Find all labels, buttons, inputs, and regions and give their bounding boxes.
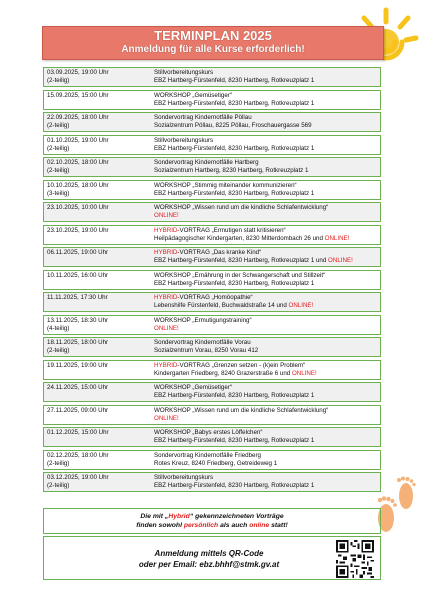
contact-text	[114, 548, 304, 570]
event-location	[154, 392, 380, 400]
event-location	[154, 370, 380, 378]
event-title: Sondervortrag Kindernotfälle Vorau	[154, 339, 251, 346]
event-date: 15.09.2025, 15:00 Uhr	[47, 91, 109, 99]
event-row	[43, 225, 381, 245]
event-location-text: EBZ Hartberg-Fürstenfeld, 8230 Hartberg, Rotkreuzplatz 1	[154, 189, 315, 197]
contact-box	[43, 536, 381, 580]
event-title-text: -VORTRAG „Grenzen setzen - (k)ein Problem“	[177, 361, 306, 369]
event-desc-cell	[152, 248, 380, 266]
event-row	[43, 292, 381, 312]
online-badge: ONLINE!	[328, 257, 353, 264]
event-row	[43, 472, 381, 492]
event-location-text: EBZ Hartberg-Fürstenfeld, 8230 Hartberg, Rotkreuzplatz 1	[154, 99, 315, 107]
event-title: WORKSHOP „Ermutigungstraining“	[154, 316, 252, 324]
online-badge: ONLINE!	[324, 234, 350, 242]
event-date-cell	[44, 361, 152, 379]
event-location	[154, 415, 380, 423]
event-desc-cell	[152, 203, 380, 221]
event-title: WORKSHOP „Babys erstes Löffelchen“	[154, 429, 263, 436]
event-parts: (2-teilig)	[47, 144, 70, 152]
event-location	[154, 280, 380, 288]
page-subtitle: Anmeldung für alle Kurse erforderlich!	[121, 44, 305, 55]
hybrid-tag: HYBRID	[154, 361, 178, 369]
event-location-text: Heilpädagogischer Kindergarten, 8230 Mitterdombach 26 und	[154, 234, 323, 242]
event-parts: (4-teilig)	[47, 324, 70, 332]
event-row	[43, 67, 381, 87]
event-location-text: EBZ Hartberg-Fürstenfeld, 8230 Hartberg, Rotkreuzplatz 1	[154, 482, 315, 489]
event-desc-cell	[152, 473, 380, 491]
hybrid-word: Hybrid	[168, 513, 190, 520]
event-title: Sondervortrag Kindernotfälle Hartberg	[154, 159, 259, 166]
event-desc-cell	[152, 226, 380, 244]
event-title: WORKSHOP „Stimmig miteinander kommunizieren“	[154, 181, 297, 189]
event-title: WORKSHOP „Wissen rund um die kindliche Schlafentwicklung“	[154, 406, 329, 414]
event-date: 11.11.2025, 17:30 Uhr	[47, 294, 108, 301]
event-row	[43, 270, 381, 290]
event-location	[154, 257, 380, 265]
page-title: TERMINPLAN 2025	[154, 28, 272, 43]
online-word: online	[249, 522, 270, 529]
event-date: 27.11.2025, 09:00 Uhr	[47, 406, 109, 414]
event-title: WORKSHOP „Ernährung in der Schwangerschaft und Stillzeit“	[154, 271, 326, 279]
event-date: 18.11.2025, 18:00 Uhr	[47, 339, 109, 346]
event-desc-cell	[152, 91, 380, 109]
event-title	[154, 362, 380, 370]
event-desc-cell	[152, 361, 380, 379]
event-location	[154, 437, 380, 445]
event-location	[154, 145, 380, 153]
event-date-cell	[44, 406, 152, 424]
event-title-text: -VORTRAG „Homöopathie“	[177, 294, 253, 301]
event-row	[43, 360, 381, 380]
event-location	[154, 235, 380, 243]
event-date: 22.09.2025, 18:00 Uhr	[47, 114, 109, 121]
event-date-cell	[44, 383, 152, 401]
event-row	[43, 337, 381, 357]
event-date: 01.10.2025, 19:00 Uhr	[47, 136, 109, 144]
event-location-text: EBZ Hartberg-Fürstenfeld, 8230 Hartberg, Rotkreuzplatz 1	[154, 437, 315, 444]
event-title: Stillvorbereitungskurs	[154, 136, 214, 144]
event-date-cell	[44, 473, 152, 491]
event-row	[43, 247, 381, 267]
title-banner	[42, 26, 384, 60]
event-date: 02.12.2025, 18:00 Uhr	[47, 451, 109, 459]
event-location-text: EBZ Hartberg-Fürstenfeld, 8230 Hartberg, Rotkreuzplatz 1	[154, 77, 315, 84]
event-row	[43, 157, 381, 177]
online-badge: ONLINE!	[288, 302, 314, 309]
event-date-cell	[44, 181, 152, 199]
event-parts: (2-teilig)	[47, 459, 70, 467]
event-desc-cell	[152, 316, 380, 334]
event-location	[154, 122, 380, 130]
event-title: Stillvorbereitungskurs	[154, 474, 214, 481]
event-desc-cell	[152, 113, 380, 131]
event-date-cell	[44, 203, 152, 221]
hybrid-note	[43, 508, 381, 534]
event-location	[154, 460, 380, 468]
event-desc-cell	[152, 338, 380, 356]
event-date: 10.11.2025, 16:00 Uhr	[47, 271, 109, 279]
event-parts: (2-teilig)	[47, 122, 70, 129]
event-date: 23.10.2025, 19:00 Uhr	[47, 226, 109, 234]
event-row	[43, 180, 381, 200]
event-title: WORKSHOP „Wissen rund um die kindliche Schlafentwicklung“	[154, 204, 329, 211]
event-date-cell	[44, 338, 152, 356]
event-parts: (3-teilig)	[47, 189, 70, 197]
online-badge: ONLINE!	[154, 414, 179, 422]
event-row	[43, 382, 381, 402]
event-row	[43, 315, 381, 335]
event-date-cell	[44, 316, 152, 334]
contact-line1: Anmeldung mittels QR-Code	[154, 549, 264, 558]
event-date-cell	[44, 158, 152, 176]
persoenlich-word: persönlich	[183, 522, 219, 529]
event-title-text: -VORTRAG „Ermutigen statt kritisieren“	[177, 226, 286, 234]
event-location-text: Sozialzentrum Pöllau, 8225 Pöllau, Froschauergasse 569	[154, 122, 312, 129]
event-location	[154, 212, 380, 220]
event-location	[154, 302, 380, 310]
event-desc-cell	[152, 383, 380, 401]
event-date-cell	[44, 226, 152, 244]
event-desc-cell	[152, 406, 380, 424]
hybrid-tag: HYBRID	[154, 249, 178, 256]
event-location	[154, 347, 380, 355]
event-location-text: Sozialzentrum Hartberg, 8230 Hartberg, Rotkreuzplatz 1	[154, 167, 309, 174]
online-badge: ONLINE!	[291, 369, 317, 377]
event-date-cell	[44, 113, 152, 131]
event-list	[43, 67, 381, 495]
event-date: 03.12.2025, 19:00 Uhr	[47, 474, 109, 481]
event-location	[154, 190, 380, 198]
event-date: 19.11.2025, 19:00 Uhr	[47, 361, 109, 369]
event-location-text: Sozialzentrum Vorau, 8250 Vorau 412	[154, 347, 259, 354]
hybrid-tag: HYBRID	[154, 226, 178, 234]
event-date-cell	[44, 136, 152, 154]
event-date-cell	[44, 91, 152, 109]
event-location	[154, 482, 380, 490]
event-row	[43, 427, 381, 447]
event-desc-cell	[152, 136, 380, 154]
event-desc-cell	[152, 181, 380, 199]
event-location-text: EBZ Hartberg-Fürstenfeld, 8230 Hartberg, Rotkreuzplatz 1	[154, 144, 315, 152]
event-date-cell	[44, 68, 152, 86]
event-desc-cell	[152, 271, 380, 289]
event-date-cell	[44, 271, 152, 289]
event-desc-cell	[152, 451, 380, 469]
qr-code-icon[interactable]	[336, 540, 374, 578]
event-date: 24.11.2025, 15:00 Uhr	[47, 384, 109, 391]
event-location-text: Kindergarten Friedberg, 8240 Grazerstraße 6 und	[154, 369, 291, 377]
event-date: 06.11.2025, 19:00 Uhr	[47, 249, 109, 256]
event-date-cell	[44, 293, 152, 311]
event-date: 02.10.2025, 18:00 Uhr	[47, 159, 109, 166]
event-parts: (2-teilig)	[47, 347, 70, 354]
event-title: Sondervortrag Kindernotfälle Friedberg	[154, 451, 261, 459]
event-location-text: EBZ Hartberg-Fürstenfeld, 8230 Hartberg, Rotkreuzplatz 1	[154, 392, 315, 399]
event-desc-cell	[152, 158, 380, 176]
event-location-text: Lebenshilfe Fürstenfeld, Buchwaldstraße 14 und	[154, 302, 287, 309]
hybrid-note-line1: Die mit „Hybrid“ gekennzeichneten Vorträge	[140, 513, 284, 520]
event-title-text: -VORTRAG „Das kranke Kind“	[177, 249, 262, 256]
online-badge: ONLINE!	[154, 324, 179, 332]
event-date: 13.11.2025, 18:30 Uhr	[47, 316, 109, 324]
event-date-cell	[44, 428, 152, 446]
event-date-cell	[44, 248, 152, 266]
event-title: WORKSHOP „Gemüsetiger“	[154, 384, 232, 391]
event-parts: (2-teilig)	[47, 77, 70, 84]
event-title: Stillvorbereitungskurs	[154, 69, 214, 76]
event-date: 10.10.2025, 18:00 Uhr	[47, 181, 109, 189]
event-location-text: Rotes Kreuz, 8240 Friedberg, Getreideweg 1	[154, 459, 278, 467]
event-parts: (2-teilig)	[47, 482, 70, 489]
event-desc-cell	[152, 293, 380, 311]
event-row	[43, 135, 381, 155]
online-badge: ONLINE!	[154, 212, 179, 219]
event-title: WORKSHOP „Gemüsetiger“	[154, 91, 232, 99]
hybrid-tag: HYBRID	[154, 294, 178, 301]
event-row	[43, 405, 381, 425]
event-date: 01.12.2025, 15:00 Uhr	[47, 429, 109, 436]
event-date: 23.10.2025, 10:00 Uhr	[47, 204, 109, 211]
event-title	[154, 227, 380, 235]
event-location-text: EBZ Hartberg-Fürstenfeld, 8230 Hartberg, Rotkreuzplatz 1 und	[154, 257, 327, 264]
event-desc-cell	[152, 428, 380, 446]
event-location	[154, 325, 380, 333]
event-location-text: EBZ Hartberg-Fürstenfeld, 8230 Hartberg, Rotkreuzplatz 1	[154, 279, 315, 287]
event-parts: (2-teilig)	[47, 167, 70, 174]
event-title: Sondervortrag Kindernotfälle Pöllau	[154, 114, 252, 121]
event-row	[43, 202, 381, 222]
event-row	[43, 90, 381, 110]
event-date-cell	[44, 451, 152, 469]
event-date: 03.09.2025, 19:00 Uhr	[47, 69, 109, 76]
event-desc-cell	[152, 68, 380, 86]
event-row	[43, 112, 381, 132]
contact-line2[interactable]: oder per Email: ebz.bhhf@stmk.gv.at	[138, 560, 280, 569]
hybrid-note-line2: finden sowohl persönlich als auch online statt!	[136, 522, 288, 529]
event-location	[154, 100, 380, 108]
event-location	[154, 77, 380, 85]
event-row	[43, 450, 381, 470]
event-location	[154, 167, 380, 175]
event-title	[154, 249, 380, 257]
event-title	[154, 294, 380, 302]
